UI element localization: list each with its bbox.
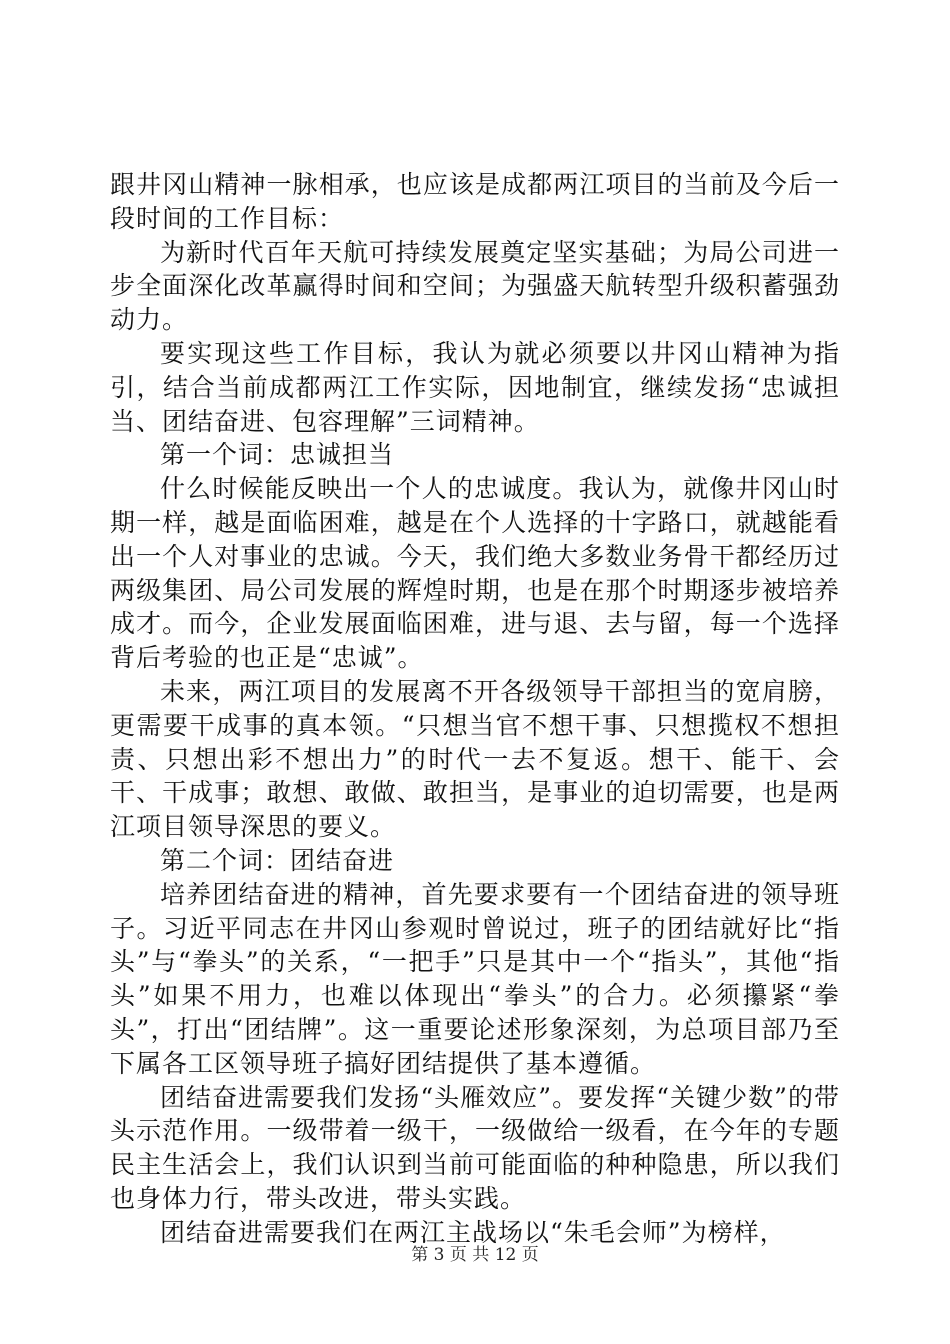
paragraph-continuation: 跟井冈山精神一脉相承，也应该是成都两江项目的当前及今后一段时间的工作目标： [110, 170, 840, 233]
paragraph: 团结奋进需要我们在两江主战场以“朱毛会师”为榜样， [160, 1217, 786, 1247]
document-body [110, 168, 840, 1250]
paragraph: 团结奋进需要我们发扬“头雁效应”。要发挥“关键少数”的带头示范作用。一级带着一级干，一级做给一级看，在今年的专题民主生活会上，我们认识到当前可能面临的种种隐患，所以我们也身体力行，带头改进，带头实践。 [110, 1082, 840, 1213]
paragraph: 要实现这些工作目标，我认为就必须要以井冈山精神为指引，结合当前成都两江工作实际，因地制宜，继续发扬“忠诚担当、团结奋进、包容理解”三词精神。 [110, 338, 840, 436]
section-heading: 第一个词：忠诚担当 [160, 440, 395, 470]
paragraph: 未来，两江项目的发展离不开各级领导干部担当的宽肩膀，更需要干成事的真本领。“只想当官不想干事、只想揽权不想担责、只想出彩不想出力”的时代一去不复返。想干、能干、会干、干成事；敢想、敢做、敢担当，是事业的迫切需要，也是两江项目领导深思的要义。 [110, 676, 840, 842]
paragraph: 培养团结奋进的精神，首先要求要有一个团结奋进的领导班子。习近平同志在井冈山参观时曾说过，班子的团结就好比“指头”与“拳头”的关系，“一把手”只是其中一个“指头”，其他“指头”如果不用力，也难以体现出“拳头”的合力。必须攥紧“拳头”，打出“团结牌”。这一重要论述形象深刻，为总项目部乃至下属各工区领导班子搞好团结提供了基本遵循。 [110, 879, 840, 1078]
page-number-footer: 第 3 页 共 12 页 [411, 1245, 539, 1265]
paragraph: 为新时代百年天航可持续发展奠定坚实基础；为局公司进一步全面深化改革赢得时间和空间；为强盛天航转型升级积蓄强劲动力。 [110, 237, 840, 335]
paragraph: 什么时候能反映出一个人的忠诚度。我认为，就像井冈山时期一样，越是面临困难，越是在个人选择的十字路口，就越能看出一个人对事业的忠诚。今天，我们绝大多数业务骨干都经历过两级集团、局公司发展的辉煌时期，也是在那个时期逐步被培养成才。而今，企业发展面临困难，进与退、去与留，每一个选择背后考验的也正是“忠诚”。 [110, 474, 840, 673]
section-heading: 第二个词：团结奋进 [160, 845, 395, 875]
